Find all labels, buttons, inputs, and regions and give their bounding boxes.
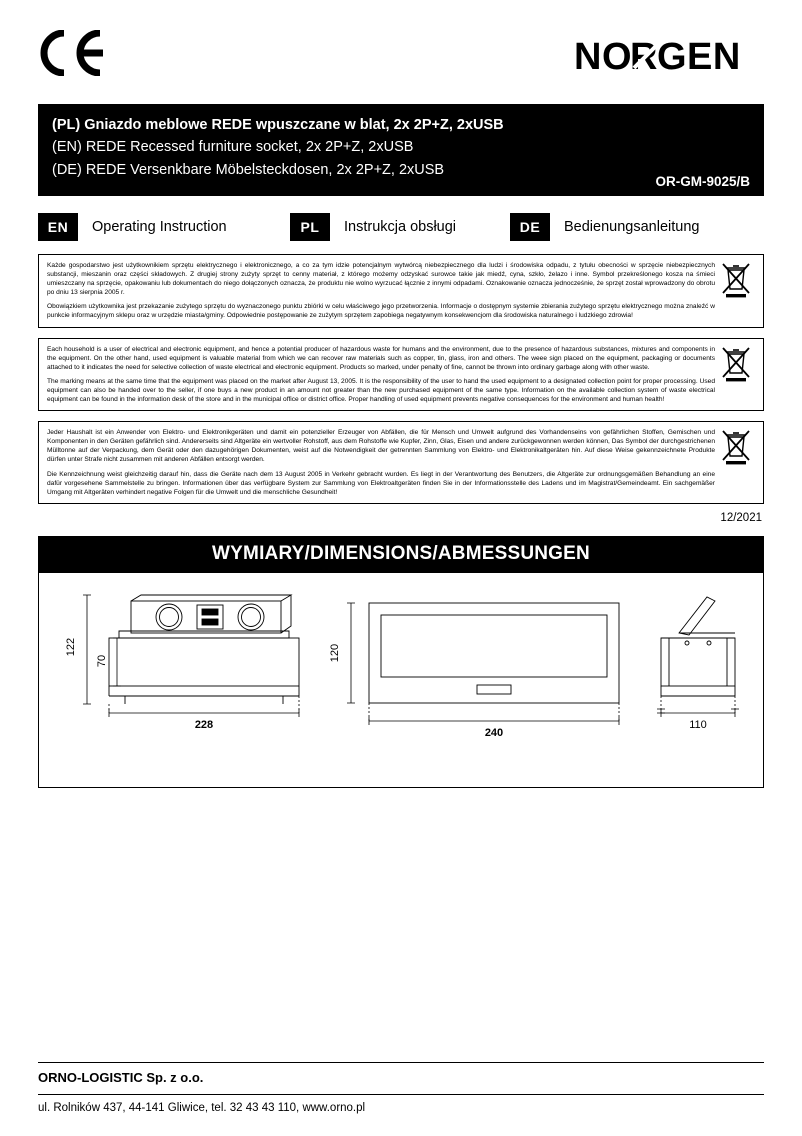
- language-entry-de: [510, 213, 699, 241]
- dimensions-diagram: [39, 573, 763, 786]
- weee-en-p1: Each household is a user of electrical and electronic equipment, and hence a potential producer of hazardous waste for humans and the environment, due to the presence of hazardous substances, mixtures and components in the equipment. On the other hand, used equipment is valuable material from which we can recover raw materials such as copper, tin, glass, iron and others. The weee sign placed on the equipment, packaging or documents attached to it indicates the need for selective collection of waste electrical and electronic equipment. Products so marked, under penalty of fine, cannot be thrown into ordinary garbage along with other waste.: [47, 345, 715, 371]
- lang-chip-en: EN: [38, 213, 78, 241]
- dimension-label-110: 110: [689, 718, 707, 731]
- ce-mark-icon: [38, 30, 106, 81]
- svg-text:R: R: [630, 36, 658, 78]
- dimension-label-70: 70: [96, 654, 108, 667]
- footer-address: ul. Rolników 437, 44-141 Gliwice, tel. 32 43 43 110, www.orno.pl: [38, 1102, 366, 1114]
- footer-divider-bottom: [38, 1094, 764, 1095]
- weee-block-pl: [38, 254, 764, 328]
- lang-chip-pl: PL: [290, 213, 330, 241]
- crossed-out-wheelie-bin-icon: [721, 261, 755, 304]
- crossed-out-wheelie-bin-icon: [721, 428, 755, 471]
- product-title-band: [38, 104, 764, 196]
- svg-text:GEN: GEN: [657, 36, 741, 78]
- title-line-de: (DE) REDE Versenkbare Möbelsteckdosen, 2x 2P+Z, 2xUSB: [52, 161, 445, 178]
- weee-text-pl: [47, 261, 715, 321]
- dimensions-drawing-box: [38, 573, 764, 788]
- brand-logo: [574, 36, 764, 78]
- language-entry-en: [38, 213, 290, 241]
- weee-de-p1: Jeder Haushalt ist ein Anwender von Elektro- und Elektronikgeräten und damit ein potenzieller Erzeuger von Abfällen, die für Mensch und Umwelt aufgrund des Vorhandenseins von gefährlichen Stoffen, Gemischen und Komponenten in den Geräten gefährlich sind. Andererseits sind Altgeräte ein wertvoller Rohstoff, aus dem Rohstoffe wie Kupfer, Zinn, Glas, Eisen und andere zurückgewonnen werden können, Das Symbol der durchgestrichenen Mülltonne auf der Verpackung, dem Gerät oder den dazugehörigen Dokumenten, weist auf die Notwendigkeit der getrennten Sammlung von Elektro- und Elektronikaltgeräten hin. Auf diese Weise gekennzeichnete Produkte dürfen unter Strafe nicht zusammen mit anderen Abfällen entsorgt werden.: [47, 429, 715, 464]
- lang-label-pl: Instrukcja obsługi: [344, 219, 457, 235]
- product-code: OR-GM-9025/B: [655, 174, 750, 189]
- footer-divider-top: [38, 1062, 764, 1063]
- weee-block-de: [38, 421, 764, 504]
- weee-text-en: [47, 345, 715, 405]
- dimension-label-228: 228: [194, 718, 214, 731]
- weee-block-en: [38, 338, 764, 412]
- title-line-pl: (PL) Gniazdo meblowe REDE wpuszczane w blat, 2x 2P+Z, 2xUSB: [52, 117, 504, 133]
- document-header: [38, 26, 764, 94]
- dimension-label-122: 122: [65, 637, 77, 656]
- svg-text:NO: NO: [574, 36, 632, 78]
- weee-pl-p1: Każde gospodarstwo jest użytkownikiem sprzętu elektrycznego i elektronicznego, a co za tym idzie potencjalnym wytwórcą niebezpiecznego dla ludzi i środowiska odpadu, z tytułu obecności w sprzęcie niebezpiecznych substancji, mieszanin oraz części składowych. Z drugiej strony zużyty sprzęt to cenny materiał, z którego możemy odzyskać surowce takie jak miedź, cyna, szkło, żelazo i inne. Symbol przekreślonego kosza na śmieci umieszczany na sprzęcie, opakowaniu lub dokumentach do niego dołączonych oznacza, że produktu nie wolno wyrzucać łącznie z innymi odpadami. Oznakowanie oznacza jednocześnie, że sprzęt został wprowadzony do obrotu po dniu 13 sierpnia 2005 r.: [47, 262, 715, 297]
- weee-de-p2: Die Kennzeichnung weist gleichzeitig darauf hin, dass die Geräte nach dem 13 August 2005 in Verkehr gebracht wurden. Es liegt in der Verantwortung des Benutzers, die Altgeräte zur ordnungsgemäßen Behandlung an eine dafür vorgesehene Sammelstelle zu bringen. Informationen über das verfügbare System zur Sammlung von Elektroaltgeräten finden Sie in der Informationsstelle des Ladens und im Magistrat/Gemeindeamt. Ein sachgemäßer Umgang mit Altgeräten verhindert negative Folgen für die Umwelt und die menschliche Gesundheit!: [47, 470, 715, 496]
- document-footer: [38, 1062, 764, 1114]
- dimensions-section-title: WYMIARY/DIMENSIONS/ABMESSUNGEN: [38, 536, 764, 573]
- weee-text-de: [47, 428, 715, 497]
- lang-label-de: Bedienungsanleitung: [564, 219, 700, 235]
- crossed-out-wheelie-bin-icon: [721, 345, 755, 388]
- revision-date: 12/2021: [720, 511, 762, 524]
- footer-company-name: ORNO-LOGISTIC Sp. z o.o.: [38, 1070, 204, 1085]
- dimension-label-120: 120: [329, 643, 341, 662]
- title-line-en: (EN) REDE Recessed furniture socket, 2x 2P+Z, 2xUSB: [52, 139, 414, 156]
- lang-chip-de: DE: [510, 213, 550, 241]
- lang-label-en: Operating Instruction: [92, 219, 227, 235]
- dimension-label-240: 240: [484, 726, 504, 739]
- weee-pl-p2: Obowiązkiem użytkownika jest przekazanie zużytego sprzętu do wyznaczonego punktu zbiórki w celu właściwego jego przetworzenia. Informacje o dostępnym systemie zbierania zużytego sprzętu elektrycznego można znaleźć w punkcie informacyjnym sklepu oraz w urzędzie miasta/gminy. Odpowiednie postępowanie ze zużytym sprzętem zapobiega negatywnym konsekwencjom dla środowiska naturalnego i ludzkiego zdrowia!: [47, 303, 715, 320]
- weee-en-p2: The marking means at the same time that the equipment was placed on the market after August 13, 2005. It is the responsibility of the user to hand the used equipment to a designated collection point for proper processing. Used equipment can also be handed over to the seller, if one buys a new product in an amount not greater than the new purchased equipment of the same type. Information on the available collection system of waste electrical equipment can be found in the information desk of the store and in the municipal office or district office. Proper handling of used equipment prevents negative consequences for the environment and human health!: [47, 377, 715, 404]
- language-entry-pl: [290, 213, 510, 241]
- language-row: [38, 210, 764, 244]
